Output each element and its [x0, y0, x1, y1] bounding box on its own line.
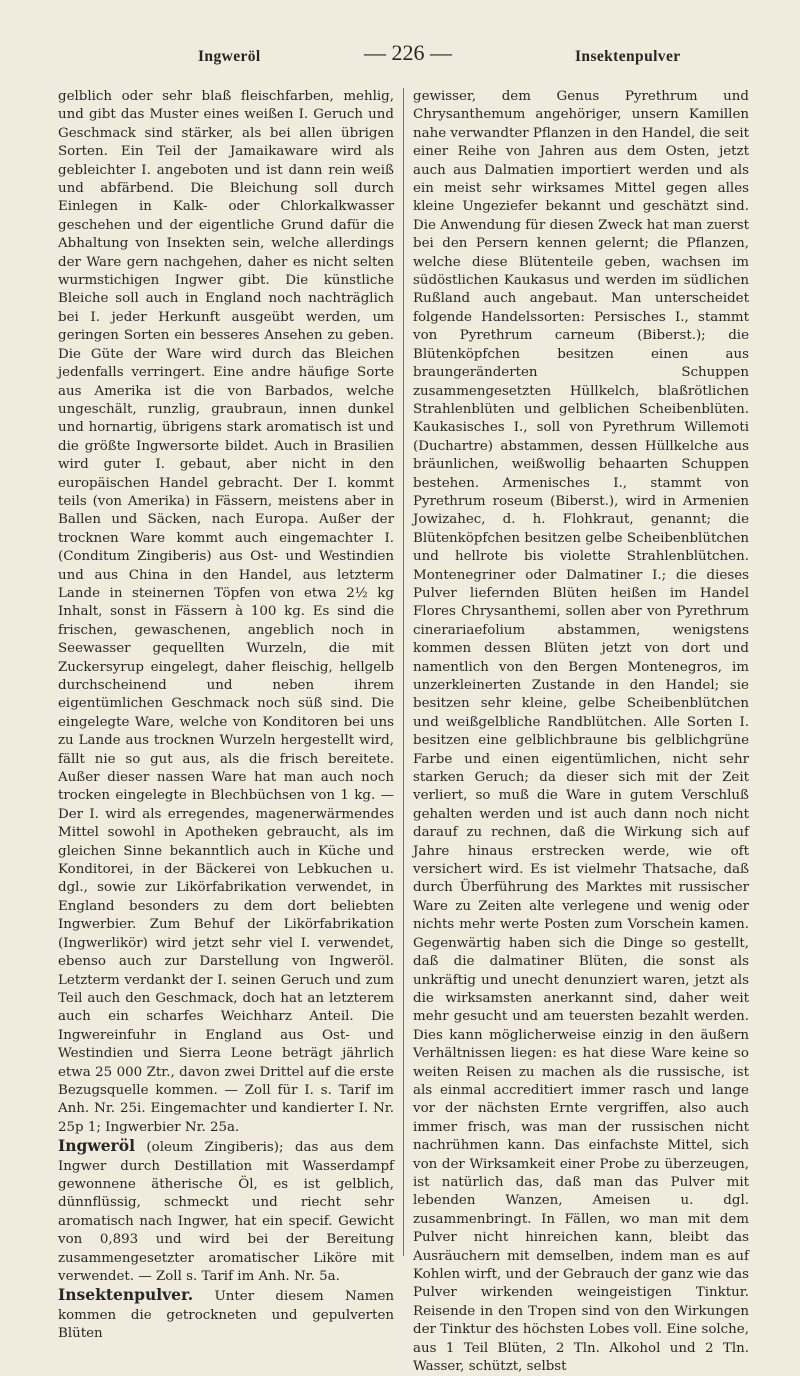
entry-headword-insektenpulver: Insektenpulver.: [58, 1285, 194, 1305]
right-paragraph: gewisser, dem Genus Pyrethrum und Chrysanthemum angehöriger, unsern Kamillen nahe verwandter Pflanzen in den Handel, die seit einer Reihe von Jahren aus dem Osten, jetzt auch aus Dalmatien importiert werden und als ein meist sehr wirksames Mittel gegen alles kleine Ungeziefer bekannt und geschätzt sind. Die Anwendung für diesen Zweck hat man zuerst bei den Persern kennen gelernt; die Pflanzen, welche diese Blütenteile geben, wachsen im südöstlichen Kaukasus und werden im südlichen Rußland auch angebaut. Man unterscheidet folgende Handelssorten: Persisches I., stammt von Pyrethrum carneum (Biberst.); die Blütenköpfchen besitzen einen aus braungeränderten Schuppen zusammengesetzten Hüllkelch, blaßrötlichen Strahlenblüten und gelblichen Scheibenblüten. Kaukasisches I., soll von Pyrethrum Willemoti (Duchartre) abstammen, dessen Hüllkelche aus bräunlichen, weißwollig behaarten Schuppen bestehen. Armenisches I., stammt von Pyrethrum roseum (Biberst.), wird in Armenien Jowizahec, d. h. Flohkraut, genannt; die Blütenköpfchen besitzen gelbe Scheibenblütchen und hellrote bis violette Strahlenblütchen. Montenegriner oder Dalmatiner I.; die dieses Pulver liefernden Blüten heißen im Handel Flores Chrysanthemi, sollen aber von Pyrethrum cinerariaefolium abstammen, wenigstens kommen dessen Blüten jetzt von dort und namentlich von den Bergen Montenegros, im unzerkleinerten Zustande in den Handel; sie besitzen sehr kleine, gelbe Scheibenblütchen und weißgelbliche Randblütchen. Alle Sorten I. besitzen eine gelblichbraune bis gelblichgrüne Farbe und einen eigentümlichen, nicht sehr starken Geruch; da dieser sich mit der Zeit verliert, so muß die Ware in gutem Verschluß gehalten werden und ist auch dann noch nicht darauf zu rechnen, daß die Wirkung sich auf Jahre hinaus erstrecken werde, wie oft versichert wird. Es ist vielmehr Thatsache, daß durch Überführung des Marktes mit russischer Ware zu Zeiten alte verlegene und wenig oder nichts mehr werte Posten zum Vorschein kamen. Gegenwärtig haben sich die Dinge so gestellt, daß die dalmatiner Blüten, die sonst als unkräftig und unecht denunziert waren, jetzt als die wirksamsten anerkannt sind, daher weit mehr gesucht und am teuersten bezahlt werden. Dies kann möglicherweise einzig in den äußern Verhältnissen liegen: es hat diese Ware keine so weiten Reisen zu machen als die russische, ist als einmal accreditiert immer rasch und lange vor der nächsten Ernte vergriffen, also auch immer frisch, was man der russischen nicht nachrühmen kann. Das einfachste Mittel, sich von der Wirksamkeit einer Probe zu überzeugen, ist natürlich das, daß man das Pulver mit lebenden Wanzen, Ameisen u. dgl. zusammenbringt. In Fällen, wo man mit dem Pulver nicht hinreichen kann, bleibt das Ausräuchern mit demselben, indem man es auf Kohlen wirft, und der Gebrauch der ganz wie das Pulver wirkenden weingeistigen Tinktur. Reisende in den Tropen sind von den Wirkungen der Tinktur des höchsten Lobes voll. Eine solche, aus 1 Teil Blüten, 2 Tln. Alkohol und 2 Tln. Wasser, schützt, selbst: [413, 89, 749, 1375]
entry-insektenpulver: [58, 1286, 394, 1343]
header-right-headword: Insektenpulver: [575, 48, 681, 65]
page-number: — 226 —: [364, 40, 452, 65]
right-column: [413, 88, 749, 1375]
left-paragraph-continuation: gelblich oder sehr blaß fleischfarben, mehlig, und gibt das Muster eines weißen I. Geruch und Geschmack sind stärker, als bei allen übrigen Sorten. Ein Teil der Jamaikaware wird als gebleichter I. angeboten und ist dann rein weiß und abfärbend. Die Bleichung soll durch Einlegen in Kalk- oder Chlorkalkwasser geschehen und der eigentliche Grund dafür die Abhaltung von Insekten sein, welche allerdings der Ware gern nachgehen, daher es nicht selten wurmstichigen Ingwer gibt. Die künstliche Bleiche soll auch in England noch nachträglich bei I. jeder Herkunft ausgeübt werden, um geringen Sorten ein besseres Ansehen zu geben. Die Güte der Ware wird durch das Bleichen jedenfalls verringert. Eine andre häufige Sorte aus Amerika ist die von Barbados, welche ungeschält, runzlig, graubraun, innen dunkel und hornartig, übrigens stark aromatisch ist und die größte Ingwersorte bildet. Auch in Brasilien wird guter I. gebaut, aber nicht in den europäischen Handel gebracht. Der I. kommt teils (von Amerika) in Fässern, meistens aber in Ballen und Säcken, nach Europa. Außer der trocknen Ware kommt auch eingemachter I. (Conditum Zingiberis) aus Ost- und Westindien und aus China in den Handel, aus letzterm Lande in steinernen Töpfen von etwa 2½ kg Inhalt, sonst in Fässern à 100 kg. Es sind die frischen, gewaschenen, angeblich noch in Seewasser gequellten Wurzeln, die mit Zuckersyrup eingelegt, daher fleischig, hellgelb durchscheinend und neben ihrem eigentümlichen Geschmack noch süß sind. Die eingelegte Ware, welche von Konditoren bei uns zu Lande aus trocknen Wurzeln hergestellt wird, fällt nie so gut aus, als die frisch bereitete. Außer dieser nassen Ware hat man auch noch trocken eingelegte in Blechbüchsen von 1 kg. — Der I. wird als erregendes, magenerwärmendes Mittel sowohl in Apotheken gebraucht, als im gleichen Sinne bekanntlich auch in Küche und Konditorei, in der Bäckerei von Lebkuchen u. dgl., sowie zur Likörfabrikation verwendet, in England besonders zu dem dort beliebten Ingwerbier. Zum Behuf der Likörfabrikation (Ingwerlikör) wird jetzt sehr viel I. verwendet, ebenso auch zur Darstellung von Ingweröl. Letzterm verdankt der I. seinen Geruch und zum Teil auch den Geschmack, doch hat an letzterem auch ein scharfes Weichharz Anteil. Die Ingwereinfuhr in England aus Ost- und Westindien und Sierra Leone beträgt jährlich etwa 25 000 Ztr., davon zwei Drittel auf die erste Bezugsquelle kommen. — Zoll für I. s. Tarif im Anh. Nr. 25i. Eingemachter und kandierter I. Nr. 25p 1; Ingwerbier Nr. 25a.: [58, 89, 394, 1135]
column-divider: [403, 88, 404, 1256]
running-header: [58, 40, 758, 70]
header-left-headword: Ingweröl: [198, 48, 261, 65]
entry-ingweroel: [58, 1137, 394, 1286]
entry-text-ingweroel: (oleum Zingiberis); das aus dem Ingwer durch Destillation mit Wasserdampf gewonnene ätherische Öl, es ist gelblich, dünnflüssig, schmeckt und riecht sehr aromatisch nach Ingwer, hat ein specif. Gewicht von 0,893 und wird bei der Bereitung zusammengesetzter aromatischer Liköre mit verwendet. — Zoll s. Tarif im Anh. Nr. 5a.: [58, 1140, 394, 1284]
left-column: [58, 88, 394, 1342]
entry-headword-ingweroel: Ingweröl: [58, 1136, 135, 1156]
entry-text-insektenpulver: Unter diesem Namen kommen die getrockneten und gepulverten Blüten: [58, 1289, 394, 1342]
